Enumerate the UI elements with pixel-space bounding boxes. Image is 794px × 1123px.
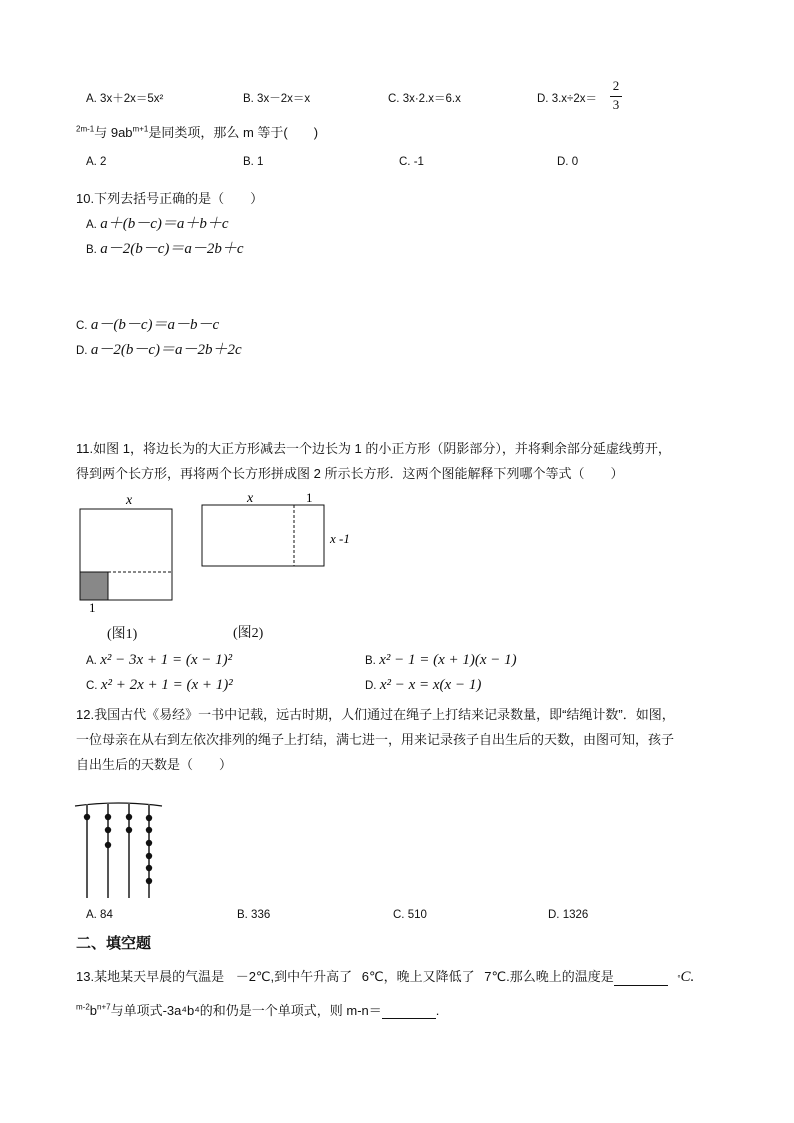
q14-answer-blank[interactable] <box>382 1006 436 1019</box>
knot <box>146 865 152 871</box>
q14-b-sup: n+7 <box>97 1002 111 1012</box>
q10-option-a <box>86 212 229 233</box>
q10-d-expr: a－2(b－c)＝a－2b＋2c <box>90 342 242 358</box>
q11-d-expr: x² − x = x(x − 1) <box>379 677 482 693</box>
knot <box>146 853 152 859</box>
q10-a-label: A. <box>86 219 97 231</box>
q11-option-c <box>86 677 233 694</box>
fig1-caption: (图1) <box>107 627 138 642</box>
q13-unit-degree: ° <box>677 974 681 983</box>
fig2-caption: (图2) <box>233 626 264 641</box>
q11-b-label: B. <box>365 655 376 667</box>
q8-option-a: A. 3x＋2x＝5x² <box>86 93 164 105</box>
q10-b-expr: a－2(b－c)＝a－2b＋c <box>100 241 244 257</box>
q10-option-d <box>76 338 242 359</box>
knot <box>105 827 111 833</box>
q9-stem-rest: 是同类项，那么 m 等于( ) <box>148 125 319 140</box>
q8-option-b: B. 3x－2x＝x <box>243 93 311 105</box>
q10-d-label: D. <box>76 345 88 357</box>
q10-stem: 10.下列去括号正确的是（ ） <box>76 191 264 206</box>
q9-option-c: C. -1 <box>399 156 424 168</box>
fig2-top-x-label: x <box>247 491 254 506</box>
q14-end: . <box>435 1003 440 1018</box>
knot <box>146 878 152 884</box>
section-title-fill-in: 二、填空题 <box>76 935 152 952</box>
q13-part4: 7℃.那么晚上的温度是 <box>484 969 614 984</box>
knot <box>126 814 132 820</box>
q11-a-expr: x² − 3x + 1 = (x − 1)² <box>100 652 233 668</box>
q12-option-a: A. 84 <box>86 909 113 921</box>
q9-option-a: A. 2 <box>86 156 107 168</box>
q11-d-label: D. <box>365 680 377 692</box>
q10-c-expr: a－(b－c)＝a－b－c <box>90 317 220 333</box>
fig1-top-label: x <box>126 493 133 508</box>
fig2-rectangle <box>202 505 324 566</box>
q13-part3: 6℃，晚上又降低了 <box>361 969 475 984</box>
q9-stem-sup: m+1 <box>132 124 149 134</box>
q13-part1: 13.某地某天早晨的气温是 <box>76 969 225 984</box>
q11-option-a <box>86 652 232 669</box>
q11-c-expr: x² + 2x + 1 = (x + 1)² <box>100 677 233 693</box>
q9-option-b: B. 1 <box>243 156 264 168</box>
q12-stem-line1: 12.我国古代《易经》一书中记载，远古时期，人们通过在绳子上打结来记录数量，即“结绳计数”．如图， <box>76 707 675 722</box>
q10-option-c <box>76 313 219 334</box>
q12-stem-line3: 自出生后的天数是（ ） <box>76 757 233 772</box>
q12-stem-line2: 一位母亲在从右到左依次排列的绳子上打结，满七进一，用来记录孩子自出生后的天数，由图可知，孩子 <box>76 732 675 747</box>
q8-d-denominator: 3 <box>612 97 620 112</box>
q11-stem-line1: 11.如图 1，将边长为的大正方形减去一个边长为 1 的小正方形（阴影部分），并将剩余部分延虚线剪开， <box>76 441 671 456</box>
q8-d-numerator: 2 <box>612 78 620 93</box>
knot <box>146 840 152 846</box>
q10-a-expr: a＋(b－c)＝a＋b＋c <box>100 216 229 232</box>
knot <box>105 842 111 848</box>
q11-option-b <box>365 652 517 669</box>
q13-part2: －2℃,到中午升高了 <box>235 969 353 984</box>
knot <box>84 814 90 820</box>
fig1-bottom-label: 1 <box>89 600 96 615</box>
q9-stem <box>76 122 318 141</box>
q13-stem <box>76 966 694 986</box>
knot <box>146 815 152 821</box>
q14-rest: 与单项式-3a⁴b⁴的和仍是一个单项式，则 m-n＝ <box>110 1003 382 1018</box>
q9-stem-main: 与 9ab <box>94 125 133 140</box>
q10-option-b <box>86 237 244 258</box>
q11-c-label: C. <box>86 680 98 692</box>
knot-counting-figure <box>70 798 170 902</box>
q11-stem-line2: 得到两个长方形，再将两个长方形拼成图 2 所示长方形．这两个图能解释下列哪个等式（ ） <box>76 466 624 481</box>
q12-option-b: B. 336 <box>237 909 271 921</box>
q11-option-d <box>365 677 481 694</box>
q14-b-part: b <box>89 1003 98 1018</box>
knot <box>126 827 132 833</box>
q9-stem-prefix: 2m-1 <box>76 124 95 134</box>
fig1-shaded-square <box>80 572 108 600</box>
q8-option-c: C. 3x·2.x＝6.x <box>388 93 461 105</box>
fig2-side-label: x -1 <box>330 531 350 546</box>
q9-option-d: D. 0 <box>557 156 579 168</box>
q14-prefix: m-2 <box>76 1002 90 1012</box>
q12-option-c: C. 510 <box>393 909 427 921</box>
q13-unit: C. <box>680 969 695 985</box>
q11-a-label: A. <box>86 655 97 667</box>
q13-answer-blank[interactable] <box>614 973 668 986</box>
q11-b-expr: x² − 1 = (x + 1)(x − 1) <box>379 652 517 668</box>
q12-option-d: D. 1326 <box>548 909 589 921</box>
q8-option-d: D. 3.x÷2x＝ <box>537 93 597 105</box>
q10-c-label: C. <box>76 320 88 332</box>
knot <box>146 827 152 833</box>
q10-b-label: B. <box>86 244 97 256</box>
fig2-top-1-label: 1 <box>306 490 313 505</box>
knot <box>105 814 111 820</box>
q14-stem <box>76 1000 439 1019</box>
